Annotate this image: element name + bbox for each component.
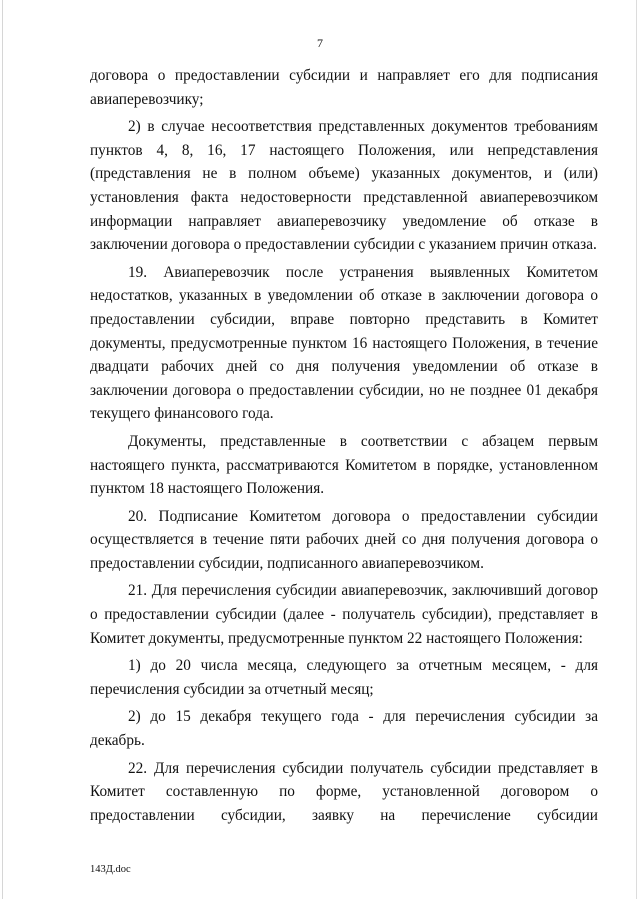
paragraph-19-documents: Документы, представленные в соответствии с абзацем первым настоящего пункта, рассматриваются Комитетом в порядке, установленном пунктом 18 настоящего Положения.	[90, 432, 598, 498]
page-number: 7	[317, 36, 323, 50]
paragraph-continuation: договора о предоставлении субсидии и направляет его для подписания авиаперевозчику;	[90, 67, 598, 108]
document-body	[90, 64, 598, 827]
paragraph-21-item-2: 2) до 15 декабря текущего года - для перечисления субсидии за декабрь.	[90, 708, 598, 750]
paragraph-19: 19. Авиаперевозчик после устранения выявленных Комитетом недостатков, указанных в уведомлении об отказе в заключении договора о предоставлении субсидии, вправе повторно представить в Комитет документы, предусмотренные пунктом 16 настоящего Положения, в течение двадцати рабочих дней со дня получения уведомлении об отказе в заключении договора о предоставлении субсидии, но не позднее 01 декабря текущего финансового года.	[90, 263, 598, 423]
paragraph-20: 20. Подписание Комитетом договора о предоставлении субсидии осуществляется в течение пяти рабочих дней со дня получения договора о предоставлении субсидии, подписанного авиаперевозчиком.	[90, 507, 598, 572]
scan-edge-left	[2, 0, 3, 899]
paragraph-21: 21. Для перечисления субсидии авиаперевозчик, заключивший договор о предоставлении субсидии (далее - получатель субсидии), представляет в Комитет документы, предусмотренные пунктом 22 настоящего Положения:	[90, 582, 598, 647]
paragraph-22: 22. Для перечисления субсидии получатель субсидии представляет в Комитет составленную по форме, установленной договором о предоставлении субсидии, заявку на перечисление субсидии	[90, 759, 598, 824]
scan-edge-right	[636, 0, 637, 899]
paragraph-21-item-1: 1) до 20 числа месяца, следующего за отчетным месяцем, - для перечисления субсидии за отчетный месяц;	[90, 657, 598, 698]
footer-filename: 143Д.doc	[90, 864, 131, 875]
paragraph-item-2-refusal: 2) в случае несоответствия представленных документов требованиям пунктов 4, 8, 16, 17 настоящего Положения, или непредставления (представления не в полном объеме) указанных документов, и (или) установления факта недостоверности представленной авиаперевозчиком информации направляет авиаперевозчику уведомление об отказе в заключении договора о предоставлении субсидии с указанием причин отказа.	[90, 118, 598, 254]
